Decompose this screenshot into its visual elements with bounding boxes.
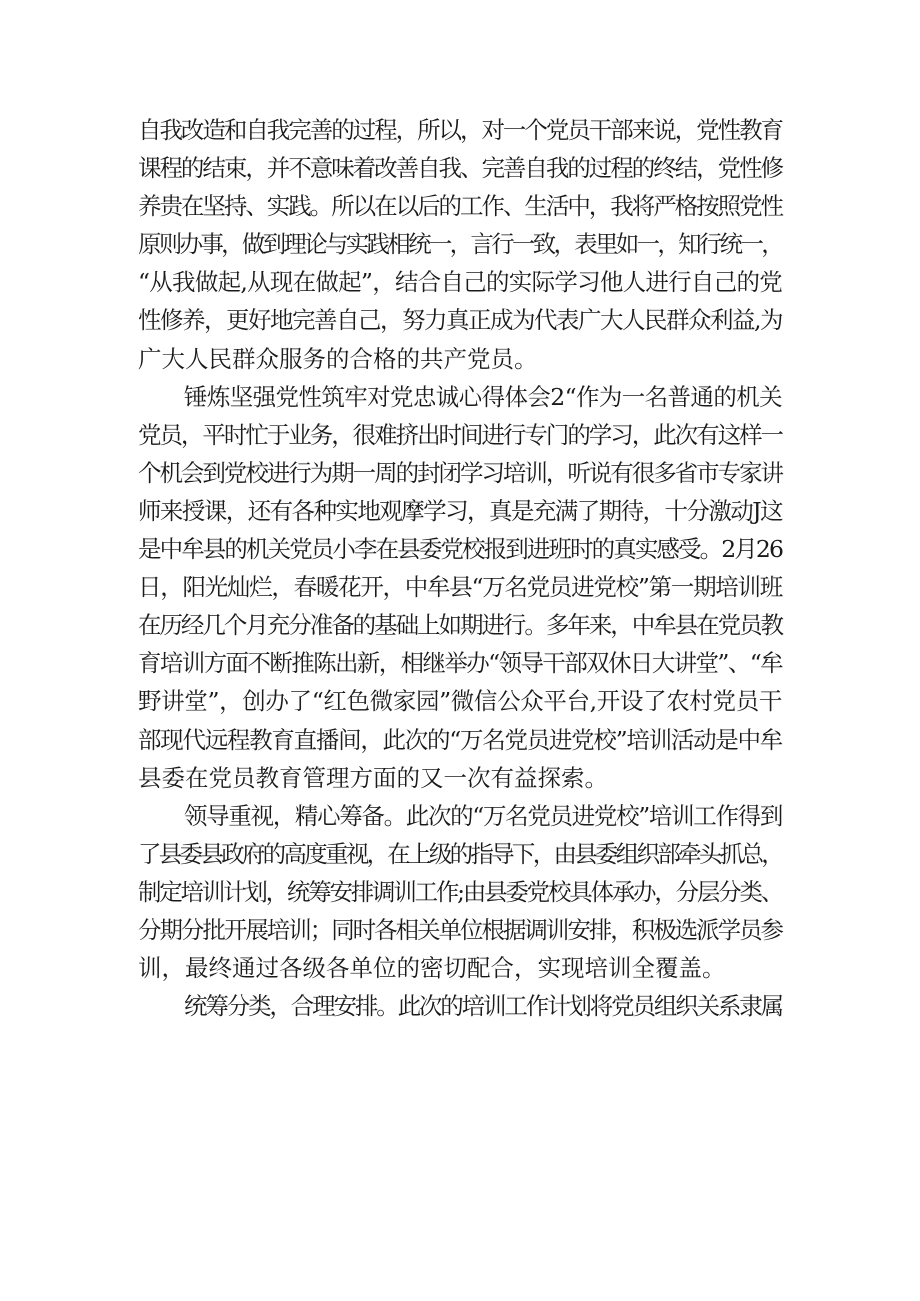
text-line: 养贵在坚持、实践。所以在以后的工作、生活中，我将严格按照党性 xyxy=(138,192,782,221)
text-line: “从我做起,从现在做起”，结合自己的实际学习他人进行自己的党 xyxy=(138,268,782,297)
text-line: 了县委县政府的高度重视，在上级的指导下，由县委组织部牵头抓总， xyxy=(138,839,782,868)
document-body xyxy=(0,111,920,1025)
paragraph-first-line: 锤炼坚强党性筑牢对党忠诚心得体会2“作为一名普通的机关 xyxy=(184,382,782,411)
text-line: 自我改造和自我完善的过程，所以，对一个党员干部来说，党性教育 xyxy=(138,116,782,144)
text-line: 性修养，更好地完善自己，努力真正成为代表广大人民群众利益,为 xyxy=(138,306,782,335)
text-line: 野讲堂”，创办了“红色微家园”微信公众平台,开设了农村党员干 xyxy=(138,687,782,716)
text-line: 是中牟县的机关党员小李在县委党校报到进班时的真实感受。2月26 xyxy=(138,535,782,564)
text-line: 师来授课，还有各种实地观摩学习，真是充满了期待，十分激动J这 xyxy=(138,496,782,525)
text-line: 课程的结束，并不意味着改善自我、完善自我的过程的终结，党性修 xyxy=(138,154,782,183)
text-line: 日，阳光灿烂，春暖花开，中牟县“万名党员进党校”第一期培训班 xyxy=(138,573,782,602)
text-line: 制定培训计划，统筹安排调训工作;由县委党校具体承办，分层分类、 xyxy=(138,877,782,906)
paragraph-first-line: 统筹分类，合理安排。此次的培训工作计划将党员组织关系隶属 xyxy=(184,992,782,1021)
text-line: 训，最终通过各级各单位的密切配合，实现培训全覆盖。 xyxy=(138,954,726,983)
text-line: 县委在党员教育管理方面的又一次有益探索。 xyxy=(138,763,608,792)
text-line: 个机会到党校进行为期一周的封闭学习培训，听说有很多省市专家讲 xyxy=(138,458,782,487)
text-line: 部现代远程教育直播间，此次的“万名党员进党校”培训活动是中牟 xyxy=(138,725,782,754)
text-line: 分期分批开展培训；同时各相关单位根据调训安排，积极选派学员参 xyxy=(138,915,782,944)
paragraph-first-line: 领导重视，精心筹备。此次的“万名党员进党校”培训工作得到 xyxy=(184,801,782,830)
text-line: 原则办事，做到理论与实践相统一，言行一致，表里如一，知行统一， xyxy=(138,230,782,259)
text-line: 广大人民群众服务的合格的共产党员。 xyxy=(138,344,538,373)
text-line: 在历经几个月充分准备的基础上如期进行。多年来，中牟县在党员教 xyxy=(138,611,782,640)
text-line: 育培训方面不断推陈出新，相继举办“领导干部双休日大讲堂”、“牟 xyxy=(138,649,782,678)
text-line: 党员，平时忙于业务，很难挤出时间进行专门的学习，此次有这样一 xyxy=(138,420,782,449)
